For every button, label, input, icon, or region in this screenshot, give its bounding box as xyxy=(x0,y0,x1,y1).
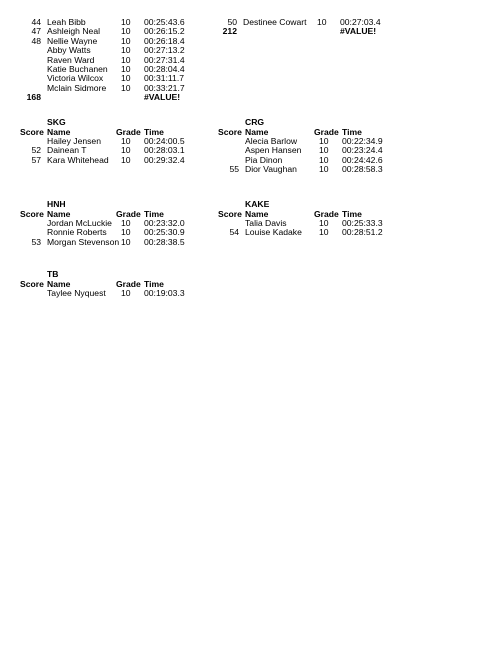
time-header: Time xyxy=(144,127,164,137)
team-name xyxy=(0,269,200,279)
time-cell: 00:25:33.3 xyxy=(342,218,383,228)
score-cell: 54 xyxy=(229,227,239,238)
grade-header: Grade xyxy=(116,209,141,219)
total-score: 212 xyxy=(222,26,237,37)
score-cell: 52 xyxy=(31,145,41,156)
name-header: Name xyxy=(245,127,269,137)
name-cell: Hailey Jensen xyxy=(47,136,101,146)
name-cell: Pia Dinon xyxy=(245,154,283,165)
name-cell: Alecia Barlow xyxy=(245,136,298,146)
name-cell: Leah Bibb xyxy=(47,17,86,27)
name-cell: Morgan Stevenson xyxy=(47,236,120,247)
name-cell: Nellie Wayne xyxy=(47,35,98,46)
name-cell: Louise Kadake xyxy=(245,227,302,238)
grade-cell: 10 xyxy=(121,154,131,165)
grade-cell: 10 xyxy=(121,227,131,238)
name-cell: Jordan McLuckie xyxy=(47,218,112,228)
time-header: Time xyxy=(342,209,362,219)
grade-cell: 10 xyxy=(319,136,329,146)
time-cell: 00:25:30.9 xyxy=(144,227,185,238)
team-name-label: CRG xyxy=(245,117,265,127)
grade-cell: 10 xyxy=(121,288,131,298)
result-row xyxy=(0,238,200,247)
score-cell: 44 xyxy=(31,17,41,27)
result-row xyxy=(198,228,408,237)
grade-cell: 10 xyxy=(121,63,131,74)
grade-cell: 10 xyxy=(121,236,131,247)
grade-cell: 10 xyxy=(319,154,329,165)
score-header: Score xyxy=(20,209,44,219)
name-cell: Dior Vaughan xyxy=(245,164,297,175)
time-cell: 00:29:32.4 xyxy=(144,154,185,165)
grade-cell: 10 xyxy=(319,145,329,156)
time-cell: 00:28:51.2 xyxy=(342,227,383,238)
grade-cell: 10 xyxy=(121,73,131,84)
name-header: Name xyxy=(245,209,269,219)
team-name xyxy=(198,117,408,127)
grade-header: Grade xyxy=(314,209,339,219)
time-cell: 00:26:18.4 xyxy=(144,35,185,46)
time-cell: 00:27:13.2 xyxy=(144,45,185,56)
name-cell: Mclain Sidmore xyxy=(47,82,107,93)
total-time: #VALUE! xyxy=(144,92,181,103)
time-header: Time xyxy=(144,279,164,289)
name-cell: Victoria Wilcox xyxy=(47,73,104,84)
name-cell: Destinee Cowart xyxy=(243,17,307,27)
grade-header: Grade xyxy=(116,279,141,289)
score-header: Score xyxy=(218,209,242,219)
team-total-row xyxy=(196,27,406,36)
name-cell: Talia Davis xyxy=(245,218,287,228)
time-cell: 00:27:03.4 xyxy=(340,17,381,27)
grade-cell: 10 xyxy=(121,82,131,93)
time-cell: 00:28:03.1 xyxy=(144,145,185,156)
team-name xyxy=(198,199,408,209)
grade-cell: 10 xyxy=(121,136,131,146)
grade-cell: 10 xyxy=(319,227,329,238)
time-cell: 00:25:43.6 xyxy=(144,17,185,27)
team-name xyxy=(0,199,200,209)
name-cell: Aspen Hansen xyxy=(245,145,302,156)
score-header: Score xyxy=(20,279,44,289)
time-header: Time xyxy=(144,209,164,219)
grade-cell: 10 xyxy=(121,26,131,37)
grade-cell: 10 xyxy=(121,45,131,56)
grade-cell: 10 xyxy=(121,145,131,156)
name-cell: Kara Whitehead xyxy=(47,154,109,165)
score-cell: 55 xyxy=(229,164,239,175)
time-cell: 00:31:11.7 xyxy=(144,73,184,84)
time-cell: 00:28:58.3 xyxy=(342,164,383,175)
score-cell: 57 xyxy=(31,154,41,165)
grade-cell: 10 xyxy=(319,218,329,228)
grade-cell: 10 xyxy=(121,218,131,228)
time-header: Time xyxy=(342,127,362,137)
total-time: #VALUE! xyxy=(340,26,377,37)
team-table-hnh xyxy=(0,199,200,247)
name-header: Name xyxy=(47,209,71,219)
score-header: Score xyxy=(20,127,44,137)
grade-cell: 10 xyxy=(121,35,131,46)
score-cell: 50 xyxy=(227,17,237,27)
score-cell: 47 xyxy=(31,26,41,37)
name-cell: Raven Ward xyxy=(47,54,95,65)
grade-header: Grade xyxy=(116,127,141,137)
time-cell: 00:24:00.5 xyxy=(144,136,185,146)
team-name-label: TB xyxy=(47,269,59,279)
time-cell: 00:28:38.5 xyxy=(144,236,185,247)
grade-cell: 10 xyxy=(121,54,131,65)
name-cell: Dainean T xyxy=(47,145,87,156)
name-cell: Abby Watts xyxy=(47,45,91,56)
team-table-tb xyxy=(0,269,200,298)
grade-cell: 10 xyxy=(319,164,329,175)
time-cell: 00:24:42.6 xyxy=(342,154,383,165)
name-cell: Ronnie Roberts xyxy=(47,227,107,238)
time-cell: 00:33:21.7 xyxy=(144,82,185,93)
top-right-results xyxy=(196,18,406,37)
result-row xyxy=(0,289,200,298)
name-header: Name xyxy=(47,127,71,137)
name-cell: Katie Buchanen xyxy=(47,63,108,74)
grade-cell: 10 xyxy=(317,17,327,27)
team-name xyxy=(0,117,200,127)
grade-cell: 10 xyxy=(121,17,131,27)
time-cell: 00:28:04.4 xyxy=(144,63,185,74)
team-total-row xyxy=(0,93,200,102)
team-table-crg xyxy=(198,117,408,175)
score-header: Score xyxy=(218,127,242,137)
team-name-label: SKG xyxy=(47,117,66,127)
name-cell: Ashleigh Neal xyxy=(47,26,101,37)
time-cell: 00:26:15.2 xyxy=(144,26,185,37)
total-score: 168 xyxy=(26,92,41,103)
score-cell: 48 xyxy=(31,35,41,46)
time-cell: 00:23:32.0 xyxy=(144,218,185,228)
team-table-skg xyxy=(0,117,200,165)
team-name-label: KAKE xyxy=(245,199,270,209)
result-row xyxy=(0,156,200,165)
time-cell: 00:23:24.4 xyxy=(342,145,383,156)
score-cell: 53 xyxy=(31,236,41,247)
result-row xyxy=(198,165,408,174)
name-header: Name xyxy=(47,279,71,289)
time-cell: 00:22:34.9 xyxy=(342,136,383,146)
team-name-label: HNH xyxy=(47,199,66,209)
team-table-kake xyxy=(198,199,408,238)
name-cell: Taylee Nyquest xyxy=(47,288,106,298)
top-left-results xyxy=(0,18,200,103)
time-cell: 00:27:31.4 xyxy=(144,54,185,65)
time-cell: 00:19:03.3 xyxy=(144,288,185,298)
grade-header: Grade xyxy=(314,127,339,137)
